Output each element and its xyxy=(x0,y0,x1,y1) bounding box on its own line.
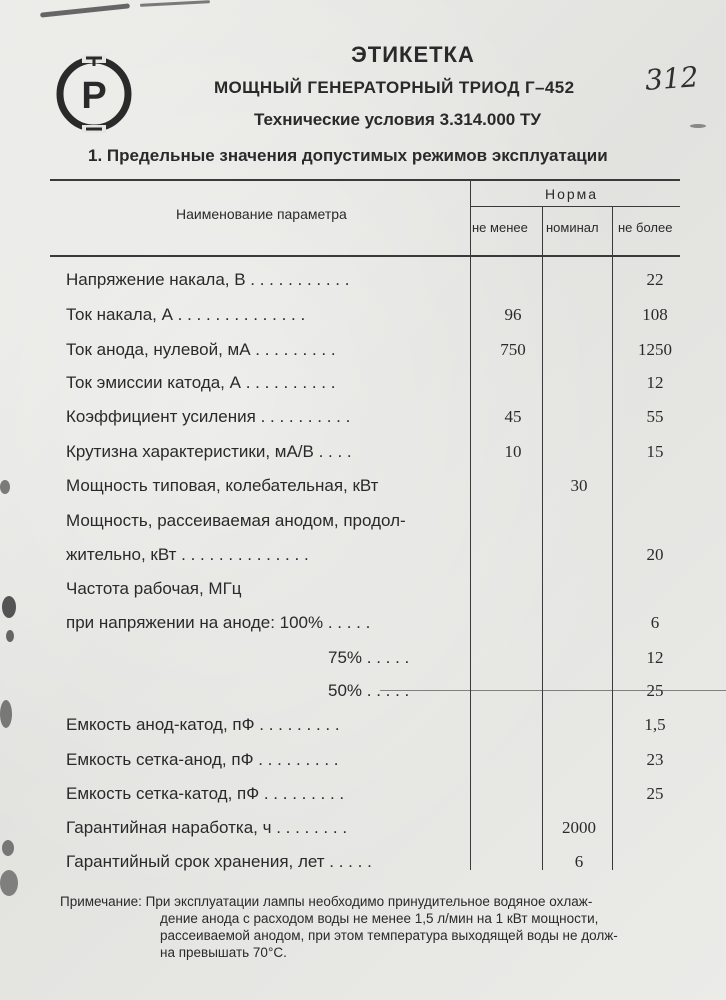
table-row-label: Мощность типовая, колебательная, кВт xyxy=(66,476,379,495)
table-row-label: Гарантийная наработка, ч . . . . . . . . xyxy=(66,818,348,837)
table-cell-max: 15 xyxy=(646,442,664,461)
norm-column-header: Норма xyxy=(545,186,599,202)
ink-smudge xyxy=(6,630,14,642)
ink-smudge xyxy=(2,840,14,856)
table-cell-max: 25 xyxy=(646,784,664,803)
table-row-label: Коэффициент усиления . . . . . . . . . . xyxy=(66,407,351,426)
table-row-label: Гарантийный срок хранения, лет . . . . . xyxy=(66,852,372,871)
table-cell-max: 6 xyxy=(650,613,660,632)
table-row-label: Мощность, рассеиваемая анодом, продол- xyxy=(66,511,406,530)
table-cell-max: 1250 xyxy=(638,340,672,359)
table-row-label: Ток накала, А . . . . . . . . . . . . . . xyxy=(66,305,306,324)
table-cell-max: 12 xyxy=(646,648,664,667)
ink-smudge xyxy=(690,124,706,128)
table-cell-min: 96 xyxy=(504,305,522,324)
table-cell-max: 25 xyxy=(646,681,664,700)
table-cell-max: 12 xyxy=(646,373,664,392)
footnote-line: дение анода с расходом воды не менее 1,5 л/мин на 1 кВт мощности, xyxy=(160,911,599,926)
col-divider xyxy=(470,180,471,870)
min-column-header: не менее xyxy=(472,220,528,235)
table-row-label: жительно, кВт . . . . . . . . . . . . . . xyxy=(66,545,309,564)
nom-column-header: номинал xyxy=(546,220,599,235)
table-cell-min: 10 xyxy=(504,442,522,461)
table-header-rule xyxy=(50,255,680,257)
table-row-label: при напряжении на аноде: 100% . . . . . xyxy=(66,613,371,632)
ink-smudge xyxy=(2,596,16,618)
table-cell-min: 45 xyxy=(504,407,522,426)
max-column-header: не более xyxy=(618,220,673,235)
table-row-label: Частота рабочая, МГц xyxy=(66,579,242,598)
footnote xyxy=(60,893,618,961)
ink-smudge xyxy=(0,700,12,728)
product-name: МОЩНЫЙ ГЕНЕРАТОРНЫЙ ТРИОД Г–452 xyxy=(214,78,575,97)
footnote-line: на превышать 70°С. xyxy=(160,945,287,960)
table-row-label: Ток эмиссии катода, А . . . . . . . . . . xyxy=(66,373,336,392)
table-cell-nom: 6 xyxy=(574,852,584,871)
table-cell-max: 108 xyxy=(642,305,668,324)
spec-reference: Технические условия 3.314.000 ТУ xyxy=(254,110,541,129)
table-row-label: Емкость анод-катод, пФ . . . . . . . . . xyxy=(66,715,340,734)
table-cell-max: 55 xyxy=(646,407,664,426)
table-cell-max: 23 xyxy=(646,750,664,769)
table-cell-max: 20 xyxy=(646,545,664,564)
table-row-label: Ток анода, нулевой, мА . . . . . . . . . xyxy=(66,340,336,359)
table-cell-nom: 2000 xyxy=(562,818,596,837)
table-cell-min: 750 xyxy=(500,340,526,359)
ink-smudge xyxy=(0,870,18,896)
table-row-label: Емкость сетка-анод, пФ . . . . . . . . . xyxy=(66,750,339,769)
footnote-line: Примечание: При эксплуатации лампы необходимо принудительное водяное охлаж- xyxy=(60,894,593,909)
handwritten-number: 312 xyxy=(643,60,700,97)
table-cell-max: 22 xyxy=(646,270,664,289)
table-row-label: Емкость сетка-катод, пФ . . . . . . . . . xyxy=(66,784,345,803)
ink-smudge xyxy=(40,3,130,17)
ink-smudge xyxy=(140,0,210,7)
table-top-rule xyxy=(50,179,680,181)
footnote-line: рассеиваемой анодом, при этом температура выходящей воды не долж- xyxy=(160,928,618,943)
table-row-label: 50% . . . . . xyxy=(328,681,410,700)
document-title: ЭТИКЕТКА xyxy=(351,42,475,67)
table-row-label: Крутизна характеристики, мА/В . . . . xyxy=(66,442,352,461)
param-column-header: Наименование параметра xyxy=(176,206,347,222)
table-cell-nom: 30 xyxy=(570,476,588,495)
norm-sub-rule xyxy=(470,206,680,207)
table-row-label: 75% . . . . . xyxy=(328,648,410,667)
svg-text:Р: Р xyxy=(81,75,107,117)
ink-smudge xyxy=(0,480,10,494)
table-row-label: Напряжение накала, В . . . . . . . . . . . xyxy=(66,270,350,289)
table-cell-max: 1,5 xyxy=(644,715,666,734)
col-divider xyxy=(612,207,613,870)
section-heading: 1. Предельные значения допустимых режимов эксплуатации xyxy=(88,146,608,165)
